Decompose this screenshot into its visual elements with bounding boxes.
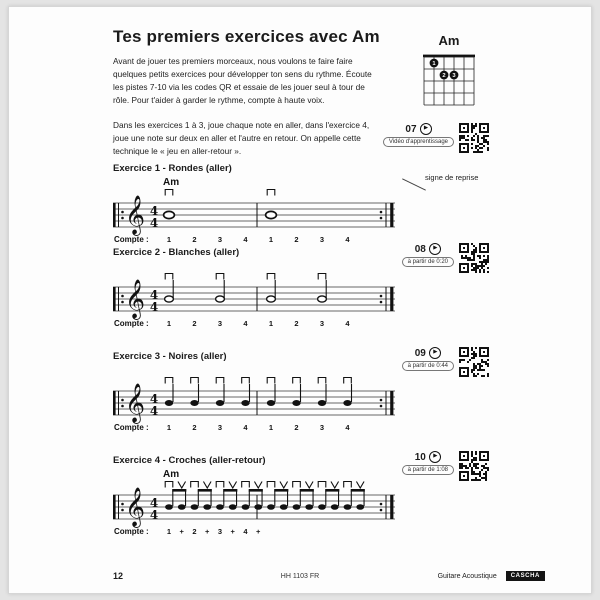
exercise-1-title: Exercice 1 - Rondes (aller)	[113, 163, 232, 174]
svg-text:+: +	[205, 527, 210, 536]
svg-text:2: 2	[294, 235, 299, 244]
svg-text:Compte :: Compte :	[114, 235, 149, 244]
book-page	[8, 6, 592, 594]
svg-text:2: 2	[192, 423, 197, 432]
svg-text:3: 3	[217, 319, 223, 328]
svg-text:4: 4	[345, 319, 350, 328]
svg-text:4: 4	[243, 527, 248, 536]
track-number: 08	[414, 243, 426, 255]
svg-text:2: 2	[442, 73, 446, 80]
svg-text:3: 3	[217, 235, 223, 244]
svg-text:𝄞: 𝄞	[125, 195, 146, 235]
footer-code: HH 1103 FR	[280, 573, 320, 580]
publisher-logo: CASCHA	[506, 571, 545, 581]
svg-text:2: 2	[294, 423, 299, 432]
repeat-sign-label: signe de reprise	[425, 173, 479, 182]
svg-text:1: 1	[432, 61, 436, 68]
music-staff-1	[113, 176, 395, 246]
video-label-pill: Vidéo d'apprentissage	[383, 137, 454, 147]
svg-text:+: +	[256, 527, 261, 536]
qr-code	[459, 451, 489, 481]
footer-right	[438, 571, 545, 581]
play-icon: ▶	[429, 347, 441, 359]
qr-code	[459, 123, 489, 153]
play-icon: ▶	[429, 243, 441, 255]
track-start-pill: à partir de 1:08	[402, 465, 454, 475]
svg-text:Compte :: Compte :	[114, 527, 149, 536]
svg-text:4: 4	[149, 496, 159, 510]
svg-text:4: 4	[149, 300, 159, 314]
svg-text:Compte :: Compte :	[114, 319, 149, 328]
svg-text:1: 1	[166, 235, 172, 244]
music-staff-3	[113, 364, 395, 434]
chord-diagram	[411, 51, 487, 109]
intro-paragraph-2: Dans les exercices 1 à 3, joue chaque note en aller, dans l'exercice 4, joue une note sur deux en aller et l'autre en retour. On appelle cette technique le « jeu en aller-retour ».	[113, 120, 370, 156]
svg-text:Am: Am	[163, 469, 180, 480]
svg-text:1: 1	[166, 319, 172, 328]
svg-text:3: 3	[319, 235, 325, 244]
svg-text:4: 4	[149, 392, 159, 406]
svg-text:1: 1	[166, 527, 172, 536]
footer-series: Guitare Acoustique	[437, 572, 497, 580]
svg-text:4: 4	[345, 423, 350, 432]
svg-text:1: 1	[166, 423, 172, 432]
svg-text:4: 4	[149, 508, 159, 522]
exercise-3-title: Exercice 3 - Noires (aller)	[113, 351, 227, 362]
svg-text:Am: Am	[163, 177, 180, 188]
svg-text:3: 3	[217, 527, 223, 536]
track-start-pill: à partir de 0:44	[402, 361, 454, 371]
exercise-2	[113, 247, 395, 330]
svg-text:4: 4	[243, 423, 248, 432]
qr-code	[459, 243, 489, 273]
svg-text:4: 4	[149, 288, 159, 302]
svg-text:𝄞: 𝄞	[125, 487, 146, 527]
track-start-pill: à partir de 0:20	[402, 257, 454, 267]
exercise-4	[113, 455, 395, 538]
track-3	[367, 347, 489, 377]
video-track-number: 07	[405, 123, 417, 135]
svg-text:+: +	[230, 527, 235, 536]
svg-text:Compte :: Compte :	[114, 423, 149, 432]
repeat-sign-pointer-line	[402, 178, 426, 190]
exercise-3	[113, 351, 395, 434]
svg-text:3: 3	[452, 73, 456, 80]
chord-name: Am	[438, 33, 460, 48]
music-staff-4	[113, 468, 395, 538]
svg-text:4: 4	[149, 404, 159, 418]
play-icon: ▶	[420, 123, 432, 135]
footer-page-number: 12	[113, 571, 124, 581]
svg-text:1: 1	[268, 423, 274, 432]
svg-text:4: 4	[149, 216, 159, 230]
svg-text:2: 2	[294, 319, 299, 328]
music-staff-2	[113, 260, 395, 330]
track-number: 10	[414, 451, 426, 463]
svg-text:2: 2	[192, 527, 197, 536]
page-title: Tes premiers exercices avec Am	[113, 27, 380, 46]
svg-text:1: 1	[268, 319, 274, 328]
track-4	[367, 451, 489, 481]
exercise-4-title: Exercice 4 - Croches (aller-retour)	[113, 455, 266, 466]
exercise-2-title: Exercice 2 - Blanches (aller)	[113, 247, 240, 258]
svg-text:4: 4	[149, 204, 159, 218]
video-track	[367, 123, 489, 153]
svg-text:𝄞: 𝄞	[125, 279, 146, 319]
track-number: 09	[414, 347, 426, 359]
svg-text:4: 4	[243, 319, 248, 328]
svg-text:3: 3	[217, 423, 223, 432]
play-icon: ▶	[429, 451, 441, 463]
svg-text:2: 2	[192, 319, 197, 328]
chord-block	[411, 33, 487, 114]
svg-text:𝄞: 𝄞	[125, 383, 146, 423]
svg-text:3: 3	[319, 319, 325, 328]
svg-text:+: +	[179, 527, 184, 536]
svg-text:2: 2	[192, 235, 197, 244]
svg-text:4: 4	[345, 235, 350, 244]
intro-paragraph-1: Avant de jouer tes premiers morceaux, nous voulons te faire faire quelques petits exercices pour développer ton sens du rythme. Écoute les pistes 7-10 via les codes QR et essaie de les jouer seul à tour de rôle. Pour t'aider à garder le rythme, compte à haute voix.	[113, 56, 372, 105]
svg-text:3: 3	[319, 423, 325, 432]
svg-text:4: 4	[243, 235, 248, 244]
track-2	[367, 243, 489, 273]
svg-text:1: 1	[268, 235, 274, 244]
exercise-1	[113, 163, 395, 246]
qr-code	[459, 347, 489, 377]
